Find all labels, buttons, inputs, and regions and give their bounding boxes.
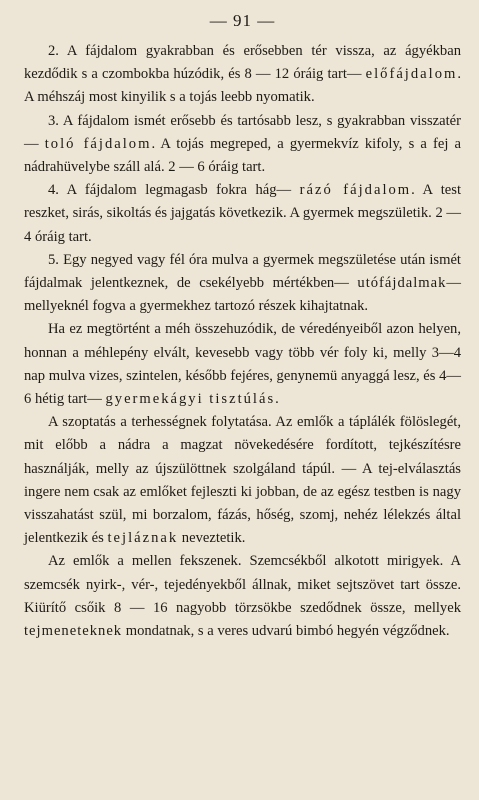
body-text (24, 40, 461, 643)
spaced-term: utófájdalmak (357, 275, 447, 292)
paragraph-text: neveztetik. (178, 530, 246, 547)
spaced-term: előfájdalom (365, 66, 458, 83)
paragraph-text: . A test reszket, sirás, sikoltás és jajgatás következik. A gyermek megszületik. 2 —4 óráig tart. (24, 182, 462, 245)
paragraph-text: 3. A fájdalom ismét erősebb és tartósabb lesz, s gyakrabban visszatér— (24, 112, 461, 152)
paragraph-text: . A méhszáj most kinyilik s a tojás leebb nyomatik. (24, 66, 461, 106)
spaced-term: tejláznak (107, 530, 179, 547)
paragraph-fore-pain (24, 40, 461, 110)
paragraph-text: Ha ez megtörtént a méh összehuzódik, de véredényeiből azon helyen, honnan a méhlepény elvált, kevesebb vagy több vér foly ki, melly 3—4 nap mulva vizes, szintelen, később fejéres, genynemü anyaggá lesz, és 4—6 hétig tart— (24, 321, 461, 408)
paragraph-text: . A tojás megreped, a gyermekvíz kifoly, s a fej a nádrahüvelybe száll alá. 2 — 6 óráig tart. (24, 135, 461, 176)
spaced-term: tejmeneteknek (24, 623, 123, 640)
paragraph-text: . (275, 391, 279, 408)
paragraph-text: Az emlők a mellen fekszenek. Szemcsékből alkotott mirigyek. A szemcsék nyirk-, vér-, tejedényekből állnak, miket sejtszövet tart össze. Kiürítő csőik 8 — 16 nagyobb törzsökbe szedődnek össze, mellyek (24, 553, 461, 616)
paragraph-after-pains (24, 249, 461, 319)
spaced-term: toló fájdalom (44, 135, 152, 152)
paragraph-breastfeeding (24, 411, 461, 550)
paragraph-pushing-pain (24, 110, 461, 180)
spaced-term: gyermekágyi tisztúlás (105, 391, 276, 408)
paragraph-text: 4. A fájdalom legmagasb fokra hág— (48, 182, 300, 199)
paragraph-text: A szoptatás a terhességnek folytatása. Az emlők a táplálék fölöslegét, mit előbb a nádra a magzat növekedésére fordított, tejkészítésre használják, melly az újszülöttnek szolgáland tápúl. — A tej-elválasztás ingere nem csak az emlőket fejleszti ki jobban, de az egész testben is nagy visszahatást szül, mi borzalom, fázás, hőség, szomj, nehéz lélekzés által jelentkezik és (24, 414, 461, 547)
paragraph-text: mondatnak, s a veres udvarú bimbó hegyén végződnek. (122, 623, 450, 640)
paragraph-shaking-pain (24, 179, 461, 249)
paragraph-text: 5. Egy negyed vagy fél óra mulva a gyermek megszületése után ismét fájdalmak jelentkeznek, de csekélyebb mértékben— (24, 251, 461, 292)
paragraph-text: 2. A fájdalom gyakrabban és erősebben tér vissza, az ágyékban kezdődik s a czombokba húzódik, és 8 — 12 óráig tart— (24, 43, 461, 83)
paragraph-breasts (24, 550, 461, 643)
spaced-term: rázó fájdalom (299, 182, 412, 199)
paragraph-lochia (24, 318, 461, 411)
paragraph-text: — mellyeknél fogva a gyermekhez tartozó részek kihajtatnak. (24, 275, 461, 315)
page-number: — 91 — (209, 11, 276, 30)
